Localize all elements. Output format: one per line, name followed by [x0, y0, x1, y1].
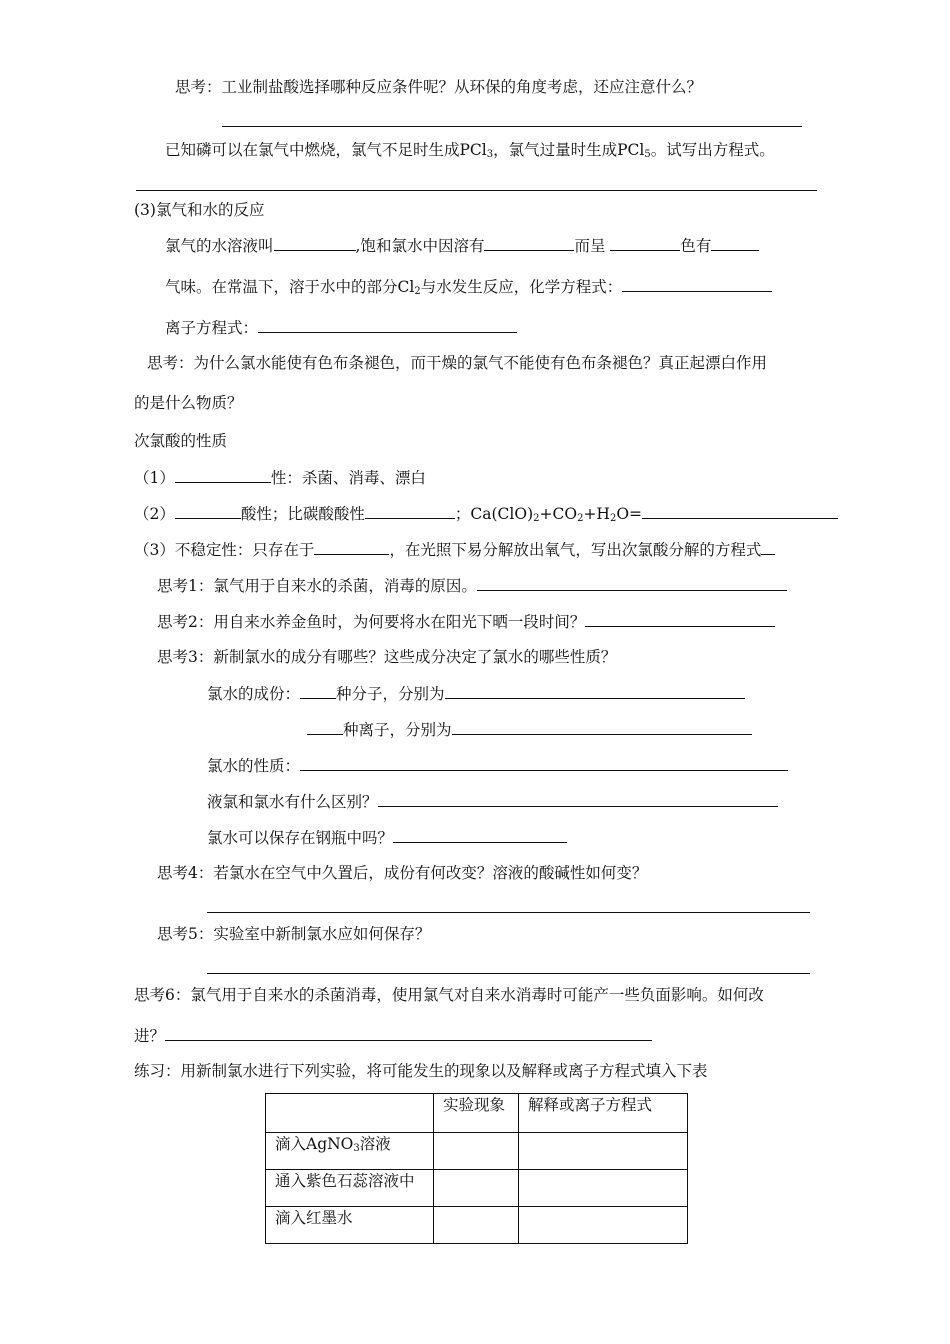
chlorine-reaction-line: 气味。在常温下，溶于水中的部分$Cl_2$与水发生反应，化学方程式： [165, 276, 772, 297]
blank[interactable] [300, 755, 788, 771]
liquid-vs-water: 液氯和氯水有什么区别？ [207, 791, 778, 812]
table-cell-input[interactable] [434, 1133, 519, 1170]
think-1: 思考1：氯气用于自来水的杀菌，消毒的原因。 [157, 575, 787, 596]
table-cell: 滴入红墨水 [266, 1207, 434, 1244]
hclo-property-2: （2） 酸性；比碳酸酸性 ；$Ca(ClO)_2+CO_2+H_2O=$ [134, 503, 838, 524]
chlorine-properties: 氯水的性质： [207, 755, 788, 776]
exercise-table [265, 1093, 688, 1244]
table-cell-input[interactable] [434, 1207, 519, 1244]
table-header-cell [266, 1094, 434, 1133]
think-6-cont: 进？ [134, 1025, 652, 1046]
answer-line[interactable] [207, 912, 810, 913]
blank[interactable] [314, 539, 389, 555]
hclo-title: 次氯酸的性质 [134, 432, 228, 450]
chlorine-composition-ions: 种离子，分别为 [307, 719, 752, 740]
exercise-prompt: 练习：用新制氯水进行下列实验，将可能发生的现象以及解释或离子方程式填入下表 [134, 1062, 708, 1080]
table-cell-input[interactable] [434, 1170, 519, 1207]
chlorine-composition-molecules: 氯水的成份： 种分子，分别为 [207, 683, 745, 704]
blank[interactable] [378, 791, 778, 807]
blank[interactable] [445, 683, 745, 699]
blank[interactable] [175, 467, 271, 483]
answer-line[interactable] [222, 126, 802, 127]
bleach-question: 思考：为什么氯水能使有色布条褪色，而干燥的氯气不能使有色布条褪色？真正起漂白作用 [147, 354, 768, 372]
blank[interactable] [274, 235, 356, 251]
blank[interactable] [393, 827, 567, 843]
blank[interactable] [165, 1025, 652, 1041]
answer-line[interactable] [136, 190, 817, 191]
answer-line[interactable] [207, 973, 810, 974]
think-6: 思考6：氯气用于自来水的杀菌消毒，使用氯气对自来水消毒时可能产一些负面影响。如何改 [134, 986, 764, 1004]
table-header-cell: 解释或离子方程式 [519, 1094, 688, 1133]
table-header-row [266, 1094, 688, 1133]
table-cell-input[interactable] [519, 1170, 688, 1207]
table-cell: 通入紫色石蕊溶液中 [266, 1170, 434, 1207]
phosphorus-question: 已知磷可以在氯气中燃烧，氯气不足时生成PCl$_3$，氯气过量时生成PCl$_5$。试写出方程式。 [165, 141, 775, 160]
bleach-question-cont: 的是什么物质？ [134, 394, 243, 412]
blank[interactable] [365, 503, 455, 519]
think-5: 思考5：实验室中新制氯水应如何保存？ [157, 925, 431, 943]
blank[interactable] [585, 611, 775, 627]
blank[interactable] [610, 235, 680, 251]
blank[interactable] [622, 276, 772, 292]
blank[interactable] [484, 235, 574, 251]
steel-cylinder: 氯水可以保存在钢瓶中吗？ [207, 827, 567, 848]
chlorine-water-line: 氯气的水溶液叫 ,饱和氯水中因溶有 而呈 色有 [165, 235, 759, 256]
blank[interactable] [761, 539, 775, 555]
blank[interactable] [307, 719, 343, 735]
table-header-cell: 实验现象 [434, 1094, 519, 1133]
blank[interactable] [452, 719, 752, 735]
table-cell-input[interactable] [519, 1133, 688, 1170]
think-4: 思考4：若氯水在空气中久置后，成份有何改变？溶液的酸碱性如何变？ [157, 864, 648, 882]
hclo-property-1: （1） 性：杀菌、消毒、漂白 [134, 469, 426, 487]
hclo-property-3: （3）不稳定性：只存在于 ，在光照下易分解放出氧气，写出次氯酸分解的方程式 [134, 539, 775, 560]
table-row [266, 1207, 688, 1244]
table-row [266, 1170, 688, 1207]
blank[interactable] [477, 575, 787, 591]
blank[interactable] [258, 317, 517, 333]
blank[interactable] [175, 503, 241, 519]
table-cell-input[interactable] [519, 1207, 688, 1244]
blank[interactable] [711, 235, 759, 251]
industry-question: 思考：工业制盐酸选择哪种反应条件呢？从环保的角度考虑，还应注意什么？ [175, 78, 703, 96]
think-2: 思考2：用自来水养金鱼时，为何要将水在阳光下晒一段时间？ [157, 611, 775, 632]
table-row [266, 1133, 688, 1170]
blank[interactable] [642, 503, 838, 519]
blank[interactable] [300, 683, 336, 699]
section-title: (3)氯气和水的反应 [134, 201, 265, 219]
think-3: 思考3：新制氯水的成分有哪些？这些成分决定了氯水的哪些性质？ [157, 648, 617, 666]
table-cell: 滴入AgNO$_3$溶液 [266, 1133, 434, 1170]
ion-equation-line: 离子方程式： [165, 317, 517, 338]
